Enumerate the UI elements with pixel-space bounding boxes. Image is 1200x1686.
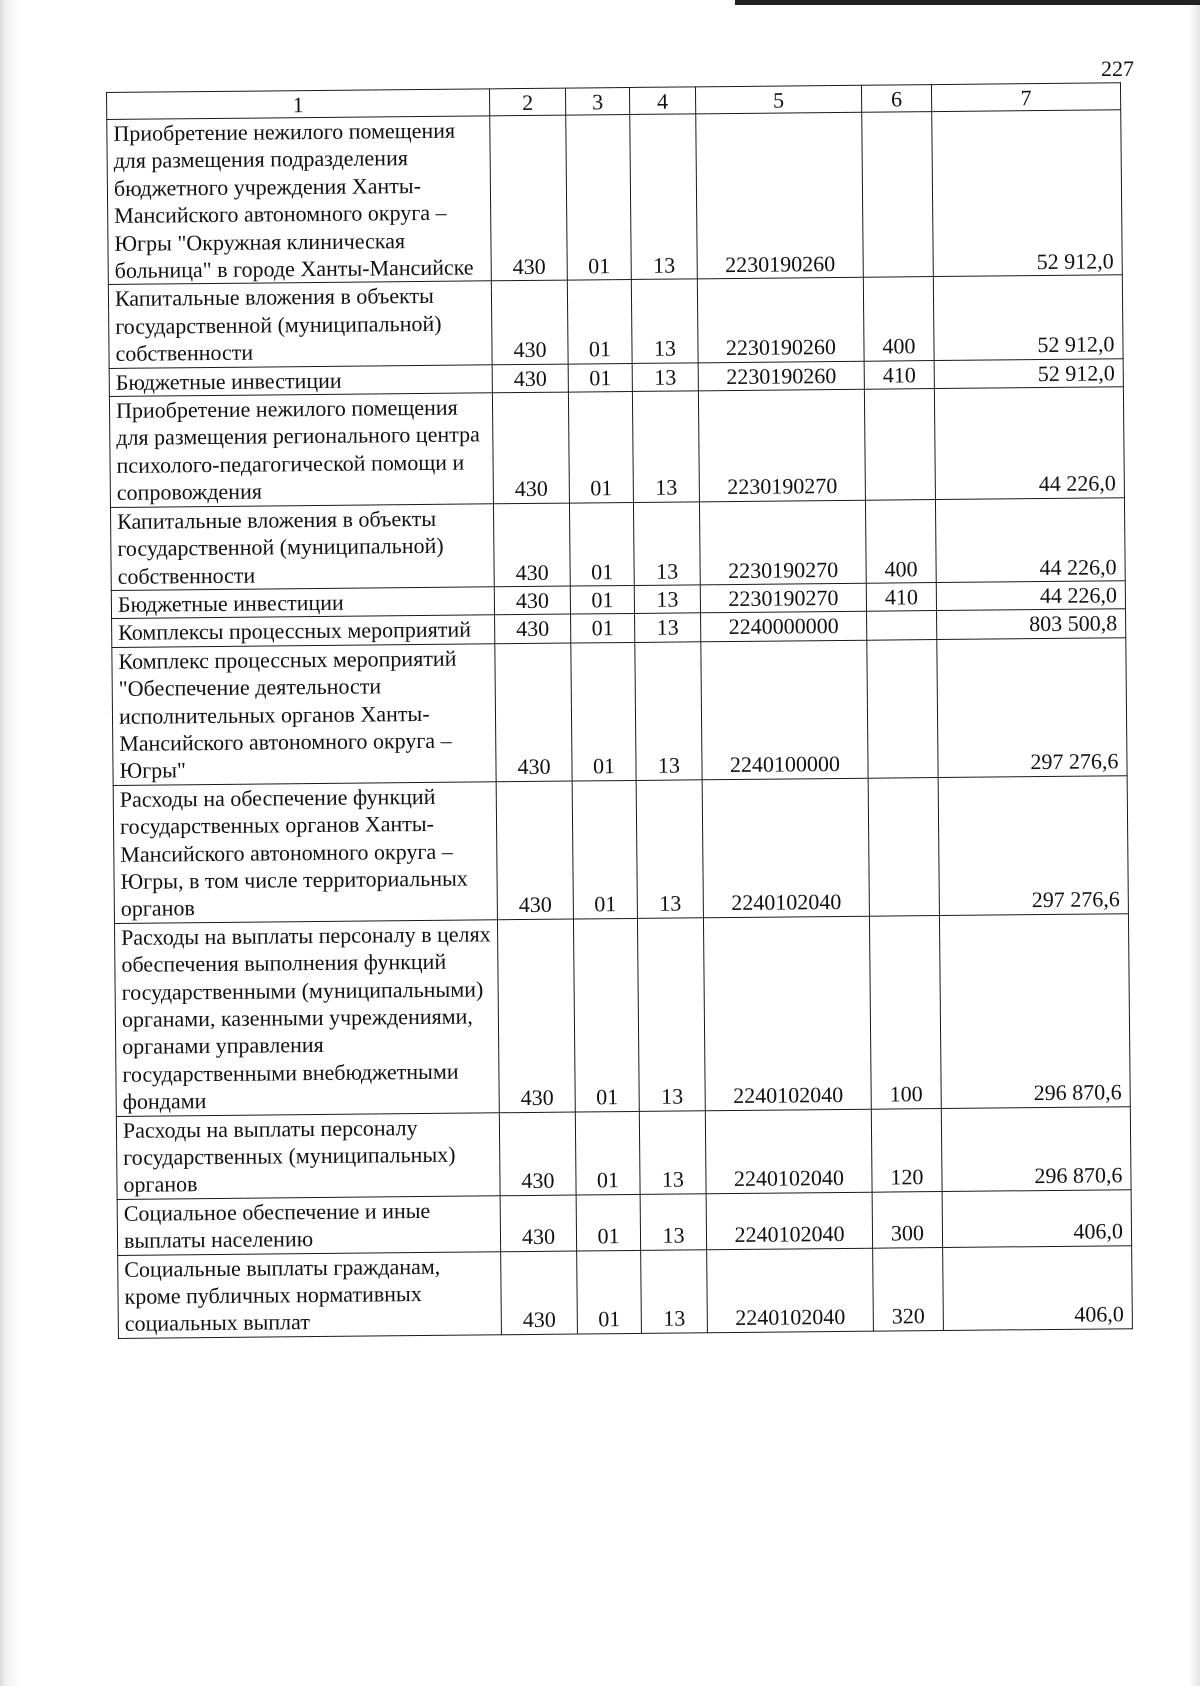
page-number: 227 xyxy=(1101,56,1134,81)
expense-name: Приобретение нежилого помещения для размещения подразделения бюджетного учреждения Ханты-Мансийского автономного округа – Югры "Окружная клиническая больница" в городе Ханты-Мансийске xyxy=(107,116,492,285)
ministry-code: 430 xyxy=(499,1112,576,1196)
column-header: 3 xyxy=(565,87,629,115)
target-article-code: 2240102040 xyxy=(705,1109,872,1194)
expense-name: Капитальные вложения в объекты государственной (муниципальной) собственности xyxy=(110,503,494,590)
subsection-code: 13 xyxy=(640,1194,707,1250)
section-code: 01 xyxy=(572,780,637,919)
subsection-code: 13 xyxy=(637,918,705,1111)
amount: 52 912,0 xyxy=(932,110,1123,277)
expense-name: Приобретение нежилого помещения для размещения регионального центра психолого-педагогической помощи и сопровождения xyxy=(109,393,493,507)
target-article-code: 2240102040 xyxy=(703,916,871,1110)
ministry-code: 430 xyxy=(494,586,570,615)
column-header: 1 xyxy=(107,89,490,120)
expense-type-code xyxy=(868,777,939,916)
target-article-code: 2230190270 xyxy=(698,389,865,501)
expense-type-code xyxy=(867,611,937,640)
expense-name: Комплексы процессных мероприятий xyxy=(112,615,495,647)
expense-name: Социальное обеспечение и иные выплаты населению xyxy=(117,1196,501,1255)
ministry-code: 430 xyxy=(493,503,570,587)
section-code: 01 xyxy=(568,392,633,503)
expense-type-code: 410 xyxy=(866,582,936,611)
expense-type-code: 400 xyxy=(865,499,936,583)
subsection-code: 13 xyxy=(635,642,702,781)
section-code: 01 xyxy=(576,1194,641,1250)
expense-type-code: 300 xyxy=(872,1191,943,1247)
scan-edge-left xyxy=(0,0,22,1686)
amount: 296 870,6 xyxy=(941,1106,1131,1191)
amount: 44 226,0 xyxy=(935,497,1125,582)
table-row xyxy=(117,1190,1131,1256)
subsection-code: 13 xyxy=(633,502,700,586)
table-row xyxy=(110,497,1125,590)
expense-type-code: 100 xyxy=(869,915,941,1109)
subsection-code: 13 xyxy=(639,1110,706,1194)
expense-name: Расходы на обеспечение функций государственных органов Ханты-Мансийского автономного округа – Югры, в том числе территориальных органов xyxy=(113,782,497,924)
subsection-code: 13 xyxy=(641,1249,708,1333)
expense-type-code: 400 xyxy=(863,277,934,361)
scan-edge-right xyxy=(1188,0,1200,1686)
expense-type-code: 410 xyxy=(864,360,934,389)
ministry-code: 430 xyxy=(495,614,571,643)
column-header: 4 xyxy=(629,87,695,115)
section-code: 01 xyxy=(575,1111,640,1195)
amount: 52 912,0 xyxy=(933,275,1123,360)
target-article-code: 2240102040 xyxy=(702,778,869,918)
table-row xyxy=(113,775,1128,923)
table-row xyxy=(116,1106,1131,1199)
expense-type-code xyxy=(864,389,935,500)
amount: 406,0 xyxy=(942,1190,1132,1248)
expense-type-code: 120 xyxy=(871,1108,942,1192)
budget-table xyxy=(106,82,1133,1339)
section-code: 01 xyxy=(571,614,635,643)
section-code: 01 xyxy=(568,363,632,392)
column-header: 7 xyxy=(931,83,1120,112)
amount: 44 226,0 xyxy=(936,581,1125,611)
subsection-code: 13 xyxy=(630,114,698,280)
column-header: 5 xyxy=(695,85,861,114)
expense-name: Бюджетные инвестиции xyxy=(111,587,494,619)
expense-type-code: 320 xyxy=(873,1247,944,1331)
table-row xyxy=(112,637,1127,785)
target-article-code: 2230190270 xyxy=(699,500,866,585)
target-article-code: 2240102040 xyxy=(707,1248,874,1333)
section-code: 01 xyxy=(567,280,632,364)
ministry-code: 430 xyxy=(492,392,569,503)
ministry-code: 430 xyxy=(497,919,575,1113)
expense-name: Расходы на выплаты персоналу государственных (муниципальных) органов xyxy=(116,1112,500,1199)
subsection-code: 13 xyxy=(636,780,703,919)
table-row xyxy=(107,110,1123,285)
table-row xyxy=(109,387,1124,507)
section-code: 01 xyxy=(566,114,632,280)
table-row xyxy=(118,1245,1133,1338)
expense-name: Комплекс процессных мероприятий "Обеспечение деятельности исполнительных органов Ханты-Мансийского автономного округа – Югры" xyxy=(112,644,496,786)
expense-name: Капитальные вложения в объекты государственной (муниципальной) собственности xyxy=(108,281,492,368)
table-row xyxy=(114,914,1130,1117)
column-header: 2 xyxy=(489,88,565,116)
expense-type-code xyxy=(867,639,938,778)
subsection-code: 13 xyxy=(632,362,698,391)
target-article-code: 2240000000 xyxy=(701,612,867,642)
ministry-code: 430 xyxy=(491,281,568,365)
target-article-code: 2230190270 xyxy=(700,583,866,613)
scan-top-bar xyxy=(735,0,1200,5)
section-code: 01 xyxy=(570,585,634,614)
section-code: 01 xyxy=(569,502,634,586)
subsection-code: 13 xyxy=(635,613,701,642)
expense-name: Социальные выплаты гражданам, кроме публичных нормативных социальных выплат xyxy=(118,1251,502,1338)
target-article-code: 2230190260 xyxy=(696,112,864,279)
section-code: 01 xyxy=(573,918,639,1111)
section-code: 01 xyxy=(577,1250,642,1334)
subsection-code: 13 xyxy=(632,391,699,502)
target-article-code: 2240100000 xyxy=(701,640,868,780)
section-code: 01 xyxy=(571,642,636,781)
ministry-code: 430 xyxy=(495,643,572,782)
subsection-code: 13 xyxy=(631,279,698,363)
ministry-code: 430 xyxy=(500,1195,577,1252)
amount: 803 500,8 xyxy=(937,609,1126,639)
ministry-code: 430 xyxy=(492,364,568,393)
table-row xyxy=(108,275,1123,368)
ministry-code: 430 xyxy=(501,1251,578,1335)
column-header: 6 xyxy=(861,85,931,113)
subsection-code: 13 xyxy=(634,585,700,614)
amount: 44 226,0 xyxy=(934,387,1124,499)
target-article-code: 2230190260 xyxy=(697,278,864,363)
expense-name: Бюджетные инвестиции xyxy=(109,364,492,396)
amount: 406,0 xyxy=(943,1245,1133,1330)
expense-type-code xyxy=(862,112,934,278)
expense-name: Расходы на выплаты персоналу в целях обеспечения выполнения функций государственными (муниципальными) органами, казенными учреждениями, органами управления государственными внебюджетными фондами xyxy=(114,920,499,1117)
ministry-code: 430 xyxy=(496,781,573,920)
amount: 297 276,6 xyxy=(937,637,1127,777)
target-article-code: 2240102040 xyxy=(706,1192,873,1249)
ministry-code: 430 xyxy=(490,115,568,281)
amount: 296 870,6 xyxy=(939,914,1130,1109)
target-article-code: 2230190260 xyxy=(698,361,864,391)
amount: 297 276,6 xyxy=(938,775,1128,915)
amount: 52 912,0 xyxy=(934,358,1123,388)
